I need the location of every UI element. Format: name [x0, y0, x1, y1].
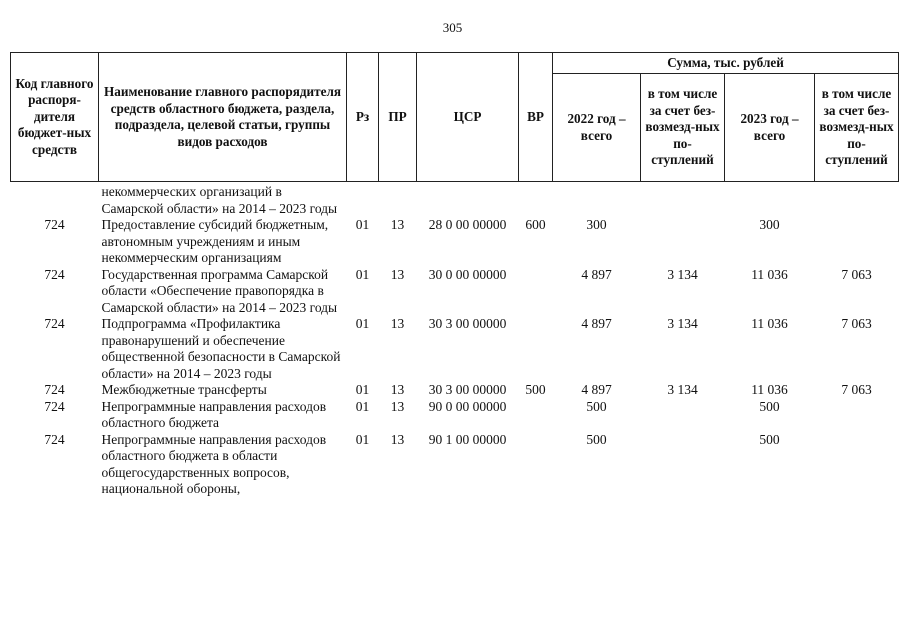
table-row	[11, 432, 899, 498]
table-header	[11, 53, 899, 182]
header-code: Код главного распоря-дителя бюджет-ных средств	[11, 53, 99, 182]
cell-csr: 90 1 00 00000	[428, 431, 507, 447]
header-name: Наименование главного распорядителя средств областного бюджета, раздела, подраздела, целевой статьи, группы видов расходов	[99, 53, 347, 182]
table-row	[11, 217, 899, 267]
cell-name: Подпрограмма «Профилактика правонарушений и обеспечение общественной безопасности в Самарской области» на 2014 – 2023 годы	[101, 316, 341, 381]
cell-code: 724	[44, 431, 65, 447]
cell-vr	[519, 432, 553, 498]
header-2023-gratuitous: в том числе за счет без-возмезд-ных по-ступлений	[815, 74, 899, 182]
cell-pr: 13	[390, 431, 405, 447]
cell-2023-total: 11 036	[751, 316, 788, 331]
cell-csr: 28 0 00 00000	[428, 217, 507, 232]
cell-2023-total	[725, 182, 815, 218]
cell-pr	[379, 182, 417, 218]
cell-2023-total: 11 036	[751, 382, 788, 397]
cell-name: Непрограммные направления расходов областного бюджета в области общегосударственных вопросов, национальной обороны,	[101, 431, 327, 496]
table-row	[11, 382, 899, 399]
cell-csr: 90 0 00 00000	[428, 398, 507, 414]
cell-2023-gratuitous	[815, 399, 899, 432]
cell-rz: 01	[355, 217, 370, 232]
cell-rz: 01	[355, 398, 370, 414]
cell-2023-gratuitous: 7 063	[841, 382, 872, 397]
cell-code: 724	[44, 382, 65, 397]
cell-2022-gratuitous	[641, 217, 725, 267]
cell-2022-total: 500	[586, 431, 607, 447]
cell-rz	[347, 182, 379, 218]
header-2022-total: 2022 год – всего	[553, 74, 641, 182]
budget-table	[10, 52, 899, 498]
table-body	[11, 182, 899, 498]
table-row	[11, 267, 899, 317]
cell-pr: 13	[390, 398, 405, 414]
cell-vr	[519, 316, 553, 382]
cell-2023-gratuitous	[815, 217, 899, 267]
cell-2023-gratuitous	[815, 182, 899, 218]
cell-2022-total: 4 897	[581, 316, 612, 331]
cell-2022-gratuitous	[641, 182, 725, 218]
table-row	[11, 399, 899, 432]
cell-2022-total: 4 897	[581, 382, 612, 397]
cell-rz: 01	[355, 431, 370, 447]
cell-vr	[519, 267, 553, 317]
cell-vr: 600	[525, 217, 546, 232]
cell-2023-total: 300	[759, 217, 780, 232]
header-sum: Сумма, тыс. рублей	[553, 53, 899, 74]
cell-code: 724	[44, 316, 65, 331]
cell-2022-gratuitous	[641, 432, 725, 498]
cell-name: Межбюджетные трансферты	[101, 382, 267, 397]
cell-rz: 01	[355, 266, 370, 282]
cell-rz: 01	[355, 316, 370, 331]
header-vr: ВР	[519, 53, 553, 182]
header-rz: Рз	[347, 53, 379, 182]
cell-2023-total: 500	[759, 431, 780, 447]
cell-code: 724	[44, 266, 65, 282]
cell-2023-gratuitous	[815, 432, 899, 498]
cell-csr: 30 3 00 00000	[428, 316, 507, 331]
cell-2022-gratuitous: 3 134	[667, 382, 698, 397]
header-2022-gratuitous: в том числе за счет без-возмезд-ных по-ступлений	[641, 74, 725, 182]
cell-csr: 30 3 00 00000	[428, 382, 507, 397]
cell-vr: 500	[525, 382, 546, 397]
header-pr: ПР	[379, 53, 417, 182]
cell-name: Предоставление субсидий бюджетным, автономным учреждениям и иным некоммерческим организациям	[101, 217, 329, 265]
table-row	[11, 182, 899, 218]
cell-code: 724	[44, 398, 65, 414]
cell-2022-total	[553, 182, 641, 218]
cell-pr: 13	[390, 217, 405, 232]
cell-vr	[519, 399, 553, 432]
cell-2023-gratuitous: 7 063	[841, 316, 872, 331]
cell-2022-gratuitous: 3 134	[667, 316, 698, 331]
cell-code	[11, 182, 99, 218]
cell-2023-total: 500	[759, 398, 780, 414]
cell-2022-gratuitous	[641, 399, 725, 432]
cell-2022-total: 300	[586, 217, 607, 232]
header-2023-total: 2023 год – всего	[725, 74, 815, 182]
header-csr: ЦСР	[417, 53, 519, 182]
cell-code: 724	[44, 217, 65, 232]
cell-name: некоммерческих организаций в Самарской области» на 2014 – 2023 годы	[101, 184, 338, 216]
cell-2023-gratuitous: 7 063	[841, 266, 872, 282]
cell-name: Непрограммные направления расходов областного бюджета	[101, 398, 327, 430]
cell-pr: 13	[390, 382, 405, 397]
cell-csr	[417, 182, 519, 218]
cell-csr: 30 0 00 00000	[428, 266, 507, 282]
table-row	[11, 316, 899, 382]
cell-2022-gratuitous: 3 134	[667, 266, 698, 282]
page-number: 305	[442, 20, 463, 35]
cell-2023-total: 11 036	[751, 266, 788, 282]
cell-vr	[519, 182, 553, 218]
cell-name: Государственная программа Самарской области «Обеспечение правопорядка в Самарской области» на 2014 – 2023 годы	[101, 266, 338, 315]
cell-pr: 13	[390, 316, 405, 331]
cell-2022-total: 500	[586, 398, 607, 414]
cell-rz: 01	[355, 382, 370, 397]
cell-2022-total: 4 897	[581, 266, 612, 282]
cell-pr: 13	[390, 266, 405, 282]
